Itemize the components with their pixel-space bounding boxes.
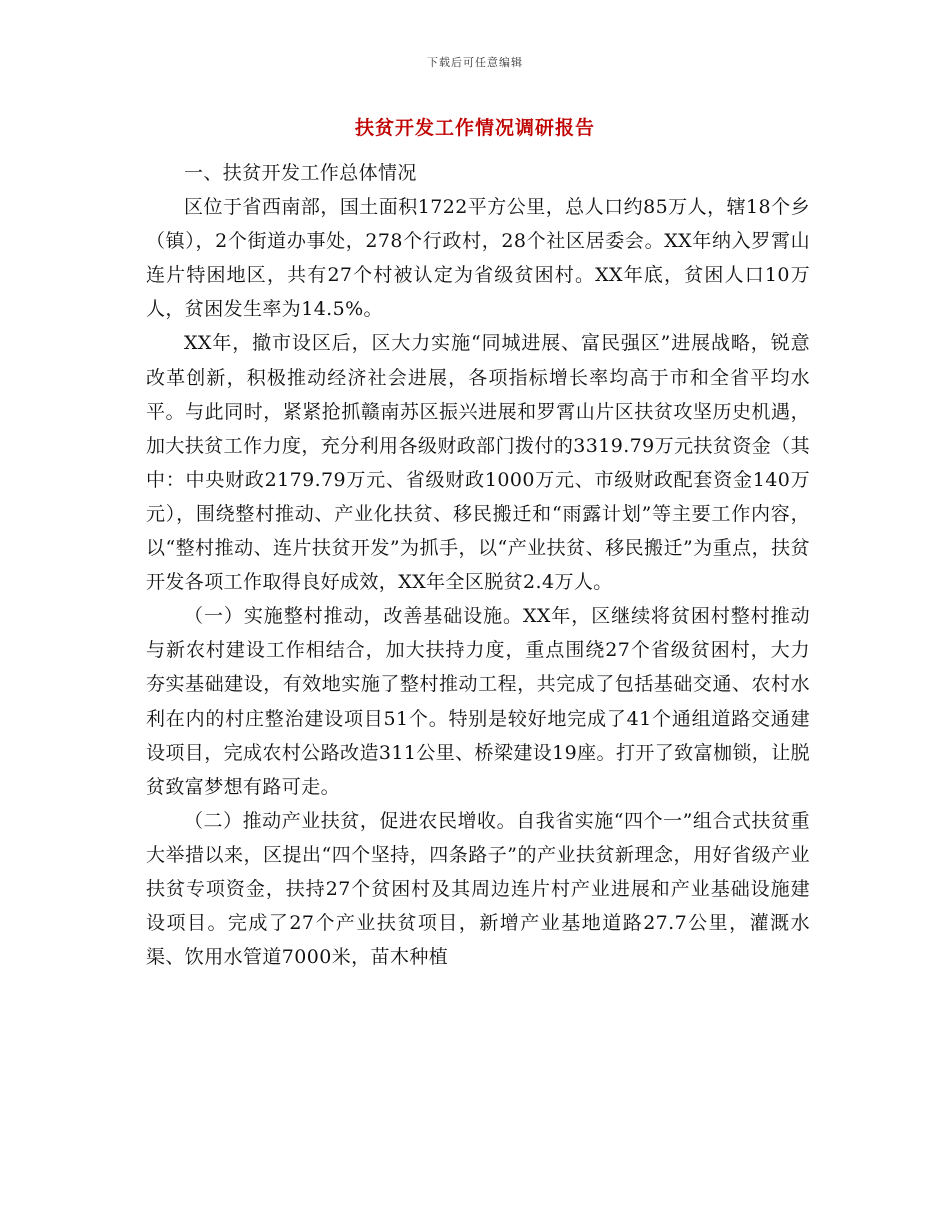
- paragraph-village-promotion: （一）实施整村推动，改善基础设施。XX年，区继续将贫困村整村推动与新农村建设工作相结合，加大扶持力度，重点围绕27个省级贫困村，大力夯实基础建设，有效地实施了整村推动工程，共完成了包括基础交通、农村水利在内的村庄整治建设项目51个。特别是较好地完成了41个通组道路交通建设项目，完成农村公路改造311公里、桥梁建设19座。打开了致富枷锁，让脱贫致富梦想有路可走。: [146, 605, 810, 798]
- paragraph-industry-poverty: （二）推动产业扶贫，促进农民增收。自我省实施“四个一”组合式扶贫重大举措以来，区提出“四个坚持，四条路子”的产业扶贫新理念，用好省级产业扶贫专项资金，扶持27个贫困村及其周边连片村产业进展和产业基础设施建设项目。完成了27个产业扶贫项目，新增产业基地道路27.7公里，灌溉水渠、饮用水管道7000米，苗木种植: [146, 809, 810, 969]
- paragraph-overview: 区位于省西南部，国土面积1722平方公里，总人口约85万人，辖18个乡（镇），2个街道办事处，278个行政村，28个社区居委会。XX年纳入罗霄山连片特困地区，共有27个村被认定为省级贫困村。XX年底，贫困人口10万人，贫困发生率为14.5%。: [146, 196, 810, 321]
- document-title: 扶贫开发工作情况调研报告: [354, 117, 595, 139]
- header-note: 下载后可任意编辑: [427, 56, 523, 69]
- section-heading: 一、扶贫开发工作总体情况: [184, 162, 417, 184]
- document-body: [146, 156, 810, 974]
- paragraph-strategy: XX年，撤市设区后，区大力实施“同城进展、富民强区”进展战略，锐意改革创新，积极推动经济社会进展，各项指标增长率均高于市和全省平均水平。与此同时，紧紧抢抓赣南苏区振兴进展和罗霄山片区扶贫攻坚历史机遇，加大扶贫工作力度，充分利用各级财政部门拨付的3319.79万元扶贫资金（其中：中央财政2179.79万元、省级财政1000万元、市级财政配套资金140万元），围绕整村推动、产业化扶贫、移民搬迁和“雨露计划”等主要工作内容，以“整村推动、连片扶贫开发”为抓手，以“产业扶贫、移民搬迁”为重点，扶贫开发各项工作取得良好成效，XX年全区脱贫2.4万人。: [146, 332, 810, 594]
